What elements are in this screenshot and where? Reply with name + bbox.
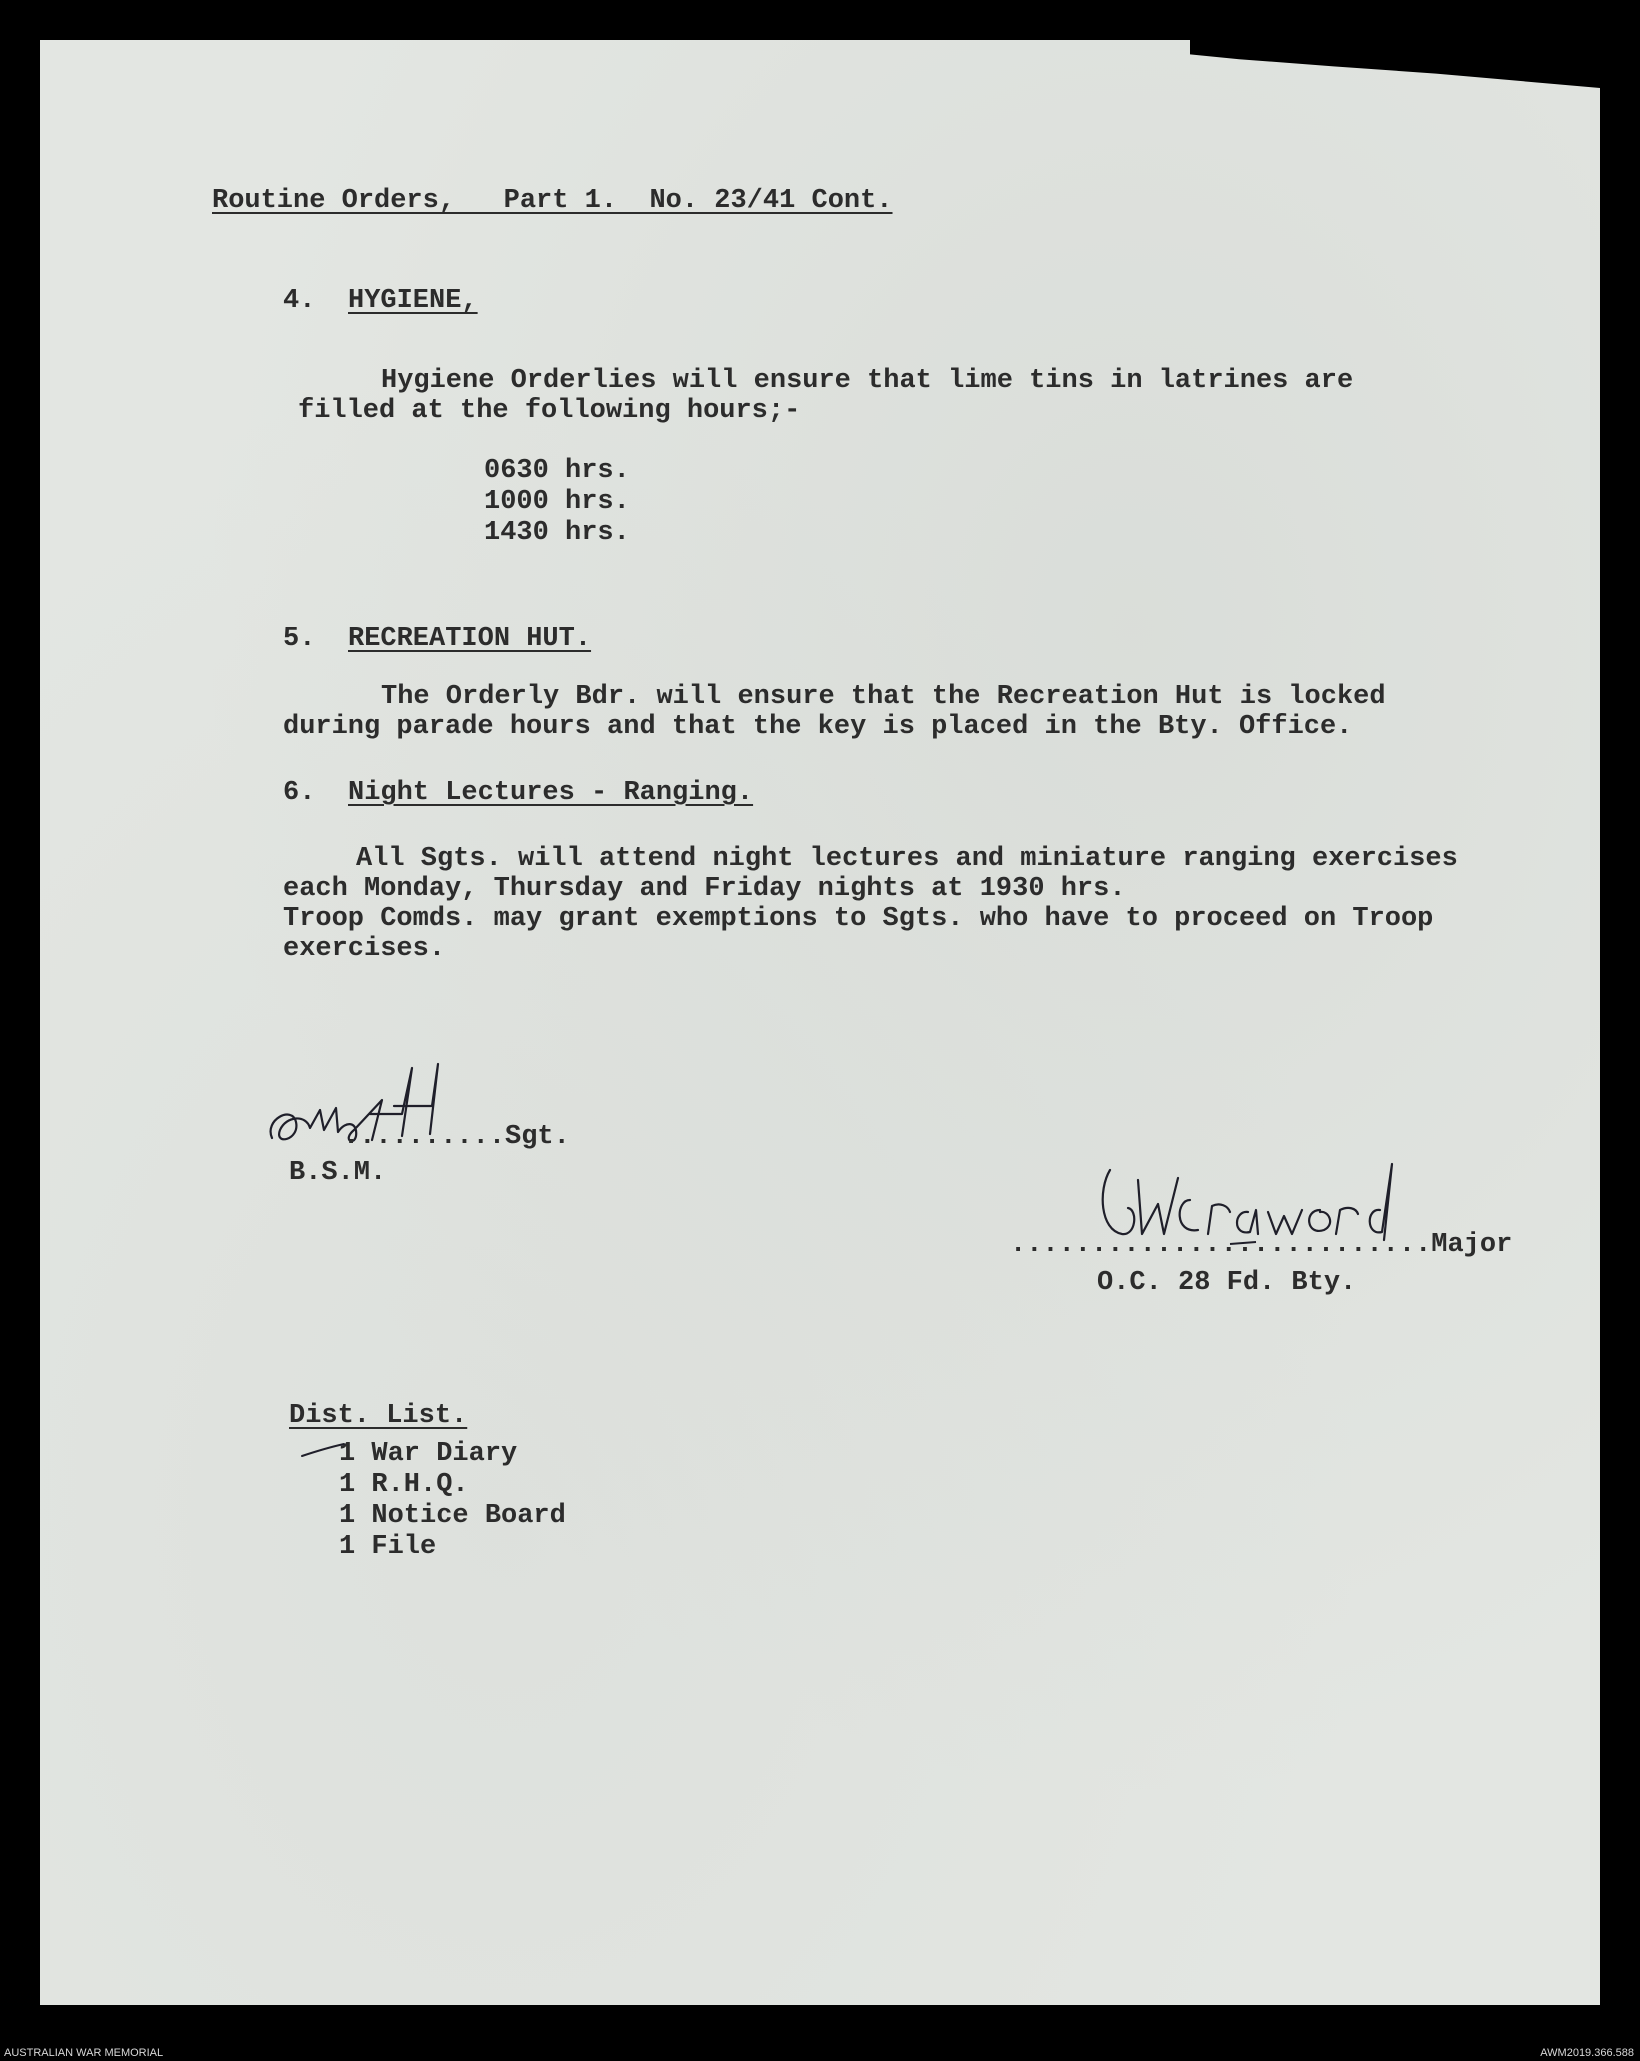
bsm-rank-line: ..........Sgt. <box>343 1122 570 1152</box>
tick-mark <box>300 1438 350 1462</box>
section-6-line-3: Troop Comds. may grant exemptions to Sgts. who have to proceed on Troop <box>283 904 1434 934</box>
section-4-number: 4. <box>283 286 316 316</box>
section-6-heading: Night Lectures - Ranging. <box>348 778 754 808</box>
oc-title: O.C. 28 Fd. Bty. <box>1097 1268 1357 1298</box>
torn-edge <box>1190 40 1600 88</box>
section-6-line-1: All Sgts. will attend night lectures and miniature ranging exercises <box>356 844 1458 874</box>
bsm-title: B.S.M. <box>289 1158 387 1188</box>
section-4-line-2: filled at the following hours;- <box>298 396 801 426</box>
section-5-line-1: The Orderly Bdr. will ensure that the Recreation Hut is locked <box>381 682 1386 712</box>
time-item: 1000 hrs. <box>484 487 630 517</box>
section-5-heading: RECREATION HUT. <box>348 624 592 654</box>
distribution-item: 1 R.H.Q. <box>339 1470 469 1500</box>
section-6-line-4: exercises. <box>283 934 446 964</box>
archive-footer <box>0 2045 1640 2061</box>
section-6-number: 6. <box>283 778 316 808</box>
time-item: 1430 hrs. <box>484 518 630 548</box>
footer-right: AWM2019.366.588 <box>1540 2047 1634 2059</box>
distribution-heading: Dist. List. <box>289 1401 468 1431</box>
section-6-line-2: each Monday, Thursday and Friday nights at 1930 hrs. <box>283 874 1126 904</box>
oc-rank-line: ..........................Major <box>1010 1230 1513 1260</box>
section-4-heading: HYGIENE, <box>348 286 478 316</box>
section-5-number: 5. <box>283 624 316 654</box>
section-4-line-1: Hygiene Orderlies will ensure that lime tins in latrines are <box>381 366 1354 396</box>
distribution-item: 1 War Diary <box>339 1439 518 1469</box>
document-title: Routine Orders, Part 1. No. 23/41 Cont. <box>212 186 893 216</box>
footer-left: AUSTRALIAN WAR MEMORIAL <box>4 2047 164 2059</box>
distribution-item: 1 Notice Board <box>339 1501 566 1531</box>
time-item: 0630 hrs. <box>484 456 630 486</box>
document-page <box>40 40 1600 2005</box>
distribution-item: 1 File <box>339 1532 437 1562</box>
section-5-line-2: during parade hours and that the key is placed in the Bty. Office. <box>283 712 1353 742</box>
